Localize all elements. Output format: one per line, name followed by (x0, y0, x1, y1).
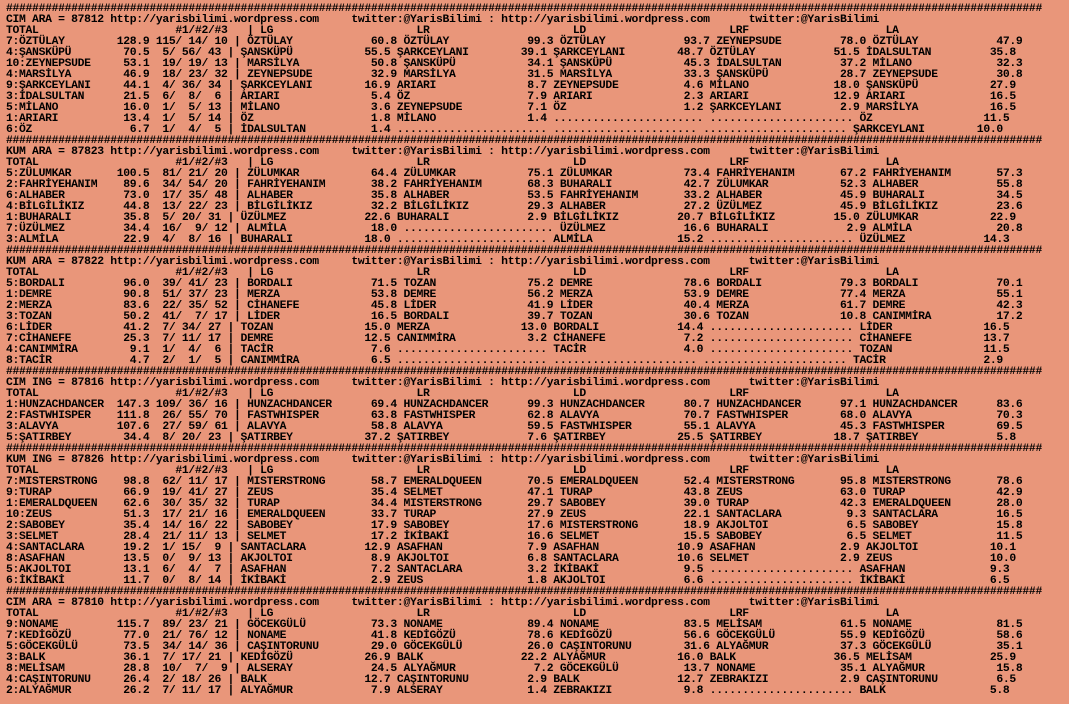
table-row: 6:LİDER 41.2 7/ 34/ 27 | TOZAN 15.0 MERZA 13.0 BORDALI 14.4 ...................... LİDER 16.5 (6, 322, 1010, 334)
table-row: 5:ZÜLUMKAR 100.5 81/ 21/ 20 | ZÜLUMKAR 64.4 ZÜLUMKAR 75.1 ZÜLUMKAR 73.4 FAHRİYEHANIM 67.2 FAHRİYEHANIM 57.3 (6, 168, 1023, 180)
hash-divider: ############################################################################################################################################################### (6, 443, 1042, 455)
table-row: 4:SANTACLARA 19.2 1/ 15/ 9 | SANTACLARA 12.9 ASAFHAN 7.9 ASAFHAN 10.9 ASAFHAN 2.9 AKJOLTOI 10.1 (6, 542, 1016, 554)
table-row: 7:KEDİGÖZÜ 77.0 21/ 76/ 12 | NONAME 41.8 KEDİGÖZÜ 78.6 KEDİGÖZÜ 56.6 GÖCEKGÜLÜ 55.9 KEDİGÖZÜ 58.6 (6, 630, 1023, 642)
table-row: 6:İKİBAKİ 11.7 0/ 8/ 14 | İKİBAKİ 2.9 ZEUS 1.8 AKJOLTOI 6.6 ...................... İKİBAKİ 6.5 (6, 575, 1010, 587)
table-row: 2:FAHRİYEHANIM 89.6 34/ 54/ 20 | FAHRİYEHANIM 38.2 FAHRİYEHANIM 68.3 BUHARALI 42.7 ZÜLUMKAR 52.3 ALHABER 55.8 (6, 179, 1023, 191)
column-header-line: TOTAL #1/#2/#3 | LG LR LD LRF LA (6, 25, 899, 37)
race-header-line: CIM ARA = 87812 http://yarisbilimi.wordpress.com twitter:@YarisBilimi : http://yarisbilimi.wordpress.com twitter:@YarisBilimi (6, 14, 880, 26)
race-block (6, 136, 1063, 246)
table-row: 5:BORDALI 96.0 39/ 41/ 23 | BORDALI 71.5 TOZAN 75.2 DEMRE 78.6 BORDALI 79.3 BORDALI 70.1 (6, 278, 1023, 290)
table-row: 3:İDALSULTAN 21.5 6/ 8/ 6 | ARIARI 5.4 ÖZ 7.9 ARIARI 2.3 ARIARI 12.9 ARIARI 16.5 (6, 91, 1016, 103)
table-row: 4:BİLGİLİKIZ 44.8 13/ 22/ 23 | BİLGİLİKIZ 32.2 BİLGİLİKIZ 29.3 ALHABER 27.2 ÜZÜLMEZ 45.9 BİLGİLİKIZ 23.6 (6, 201, 1023, 213)
table-row: 1:DEMRE 90.8 51/ 37/ 23 | MERZA 53.8 DEMRE 56.2 MERZA 53.9 DEMRE 77.4 MERZA 55.1 (6, 289, 1023, 301)
race-header-line: KUM ING = 87826 http://yarisbilimi.wordpress.com twitter:@YarisBilimi : http://yarisbilimi.wordpress.com twitter:@YarisBilimi (6, 454, 880, 466)
table-row: 9:ŞARKCEYLANI 44.1 4/ 36/ 34 | ŞARKCEYLANI 16.9 ARIARI 8.7 ZEYNEPSUDE 4.6 MİLANO 18.0 ŞANSKÜPÜ 27.9 (6, 80, 1016, 92)
race-header-line: CIM ARA = 87810 http://yarisbilimi.wordpress.com twitter:@YarisBilimi : http://yarisbilimi.wordpress.com twitter:@YarisBilimi (6, 597, 880, 609)
table-row: 6:ÖZ 6.7 1/ 4/ 5 | İDALSULTAN 1.4 ....................... ...................... ...................... ŞARKCEYLANI 10.0 (6, 124, 1003, 136)
table-row: 1:ARIARI 13.4 1/ 5/ 14 | ÖZ 1.8 MİLANO 1.4 ....................... ...................... ÖZ 11.5 (6, 113, 1010, 125)
race-block (6, 587, 1063, 697)
table-row: 2:FASTWHISPER 111.8 26/ 55/ 70 | FASTWHISPER 63.8 FASTWHISPER 62.8 ALAVYA 70.7 FASTWHISPER 68.0 ALAVYA 70.3 (6, 410, 1023, 422)
race-block (6, 4, 1063, 136)
hash-divider: ############################################################################################################################################################### (6, 3, 1042, 15)
table-row: 7:ÜZÜLMEZ 34.4 16/ 9/ 12 | ALMİLA 18.0 ....................... ÜZÜLMEZ 16.6 BUHARALI 2.9 ALMİLA 20.8 (6, 223, 1023, 235)
hash-divider: ############################################################################################################################################################### (6, 245, 1042, 257)
column-header-line: TOTAL #1/#2/#3 | LG LR LD LRF LA (6, 157, 899, 169)
table-row: 8:MELİSAM 28.8 10/ 7/ 9 | ALSERAY 24.5 ALYAĞMUR 7.2 GÖCEKGÜLÜ 13.7 NONAME 35.1 ALYAĞMUR 15.8 (6, 663, 1023, 675)
race-block (6, 367, 1063, 444)
table-row: 8:ASAFHAN 13.5 0/ 9/ 13 | AKJOLTOI 8.9 AKJOLTOI 6.8 SANTACLARA 10.6 SELMET 2.9 ZEUS 10.0 (6, 553, 1016, 565)
table-row: 9:NONAME 115.7 89/ 23/ 21 | GÖCEKGÜLÜ 73.3 NONAME 89.4 NONAME 83.5 MELİSAM 61.5 NONAME 81.5 (6, 619, 1023, 631)
column-header-line: TOTAL #1/#2/#3 | LG LR LD LRF LA (6, 267, 899, 279)
race-header-line: CIM ING = 87816 http://yarisbilimi.wordpress.com twitter:@YarisBilimi : http://yarisbilimi.wordpress.com twitter:@YarisBilimi (6, 377, 880, 389)
table-row: 7:MISTERSTRONG 98.8 62/ 11/ 17 | MISTERSTRONG 58.7 EMERALDQUEEN 70.5 EMERALDQUEEN 52.4 MISTERSTRONG 95.8 MISTERSTRONG 78.6 (6, 476, 1023, 488)
race-header-line: KUM ARA = 87822 http://yarisbilimi.wordpress.com twitter:@YarisBilimi : http://yarisbilimi.wordpress.com twitter:@YarisBilimi (6, 256, 880, 268)
hash-divider: ############################################################################################################################################################### (6, 586, 1042, 598)
hash-divider: ############################################################################################################################################################### (6, 366, 1042, 378)
race-block (6, 444, 1063, 587)
table-row: 4:CANIMMİRA 9.1 1/ 4/ 6 | TACİR 7.6 ....................... TACİR 4.0 ...................... TOZAN 11.5 (6, 344, 1010, 356)
table-row: 5:MİLANO 16.0 1/ 5/ 13 | MİLANO 3.6 ZEYNEPSUDE 7.1 ÖZ 1.2 ŞARKCEYLANI 2.9 MARSİLYA 16.5 (6, 102, 1016, 114)
table-row: 8:TACİR 4.7 2/ 1/ 5 | CANIMMİRA 6.5 ....................... ...................... ...................... TACİR 2.9 (6, 355, 1003, 367)
table-row: 4:CAŞINTORUNU 26.4 2/ 18/ 26 | BALK 12.7 CAŞINTORUNU 2.9 BALK 12.7 ZEBRAKIZI 2.9 CAŞINTORUNU 6.5 (6, 674, 1016, 686)
table-row: 5:AKJOLTOI 13.1 6/ 4/ 7 | ASAFHAN 7.2 SANTACLARA 3.2 İKİBAKİ 9.5 ...................... ASAFHAN 9.3 (6, 564, 1010, 576)
table-row: 1:EMERALDQUEEN 62.6 30/ 35/ 32 | TURAP 34.4 MISTERSTRONG 29.7 SABOBEY 39.0 TURAP 42.3 EMERALDQUEEN 28.0 (6, 498, 1023, 510)
table-row: 3:ALAVYA 107.6 27/ 59/ 61 | ALAVYA 58.8 ALAVYA 59.5 FASTWHISPER 55.1 ALAVYA 45.3 FASTWHISPER 69.5 (6, 421, 1023, 433)
column-header-line: TOTAL #1/#2/#3 | LG LR LD LRF LA (6, 608, 899, 620)
hash-divider: ############################################################################################################################################################### (6, 135, 1042, 147)
column-header-line: TOTAL #1/#2/#3 | LG LR LD LRF LA (6, 465, 899, 477)
table-row: 9:TURAP 66.9 19/ 41/ 27 | ZEUS 35.4 SELMET 47.1 TURAP 43.8 ZEUS 63.0 TURAP 42.9 (6, 487, 1023, 499)
table-row: 10:ZEYNEPSUDE 53.1 19/ 19/ 13 | MARSİLYA 50.8 ŞANSKÜPÜ 34.1 ŞANSKÜPÜ 45.3 İDALSULTAN 37.2 MİLANO 32.3 (6, 58, 1023, 70)
table-row: 4:ŞANSKÜPÜ 70.5 5/ 56/ 43 | ŞANSKÜPÜ 55.5 ŞARKCEYLANI 39.1 ŞARKCEYLANI 48.7 ÖZTÜLAY 51.5 İDALSULTAN 35.8 (6, 47, 1016, 59)
race-header-line: KUM ARA = 87823 http://yarisbilimi.wordpress.com twitter:@YarisBilimi : http://yarisbilimi.wordpress.com twitter:@YarisBilimi (6, 146, 880, 158)
table-row: 3:SELMET 28.4 21/ 11/ 13 | SELMET 17.2 İKİBAKİ 16.6 SELMET 15.5 SABOBEY 6.5 SELMET 11.5 (6, 531, 1023, 543)
table-row: 5:ŞATIRBEY 34.4 8/ 20/ 23 | ŞATIRBEY 37.2 ŞATIRBEY 7.6 ŞATIRBEY 25.5 ŞATIRBEY 18.7 ŞATIRBEY 5.8 (6, 432, 1016, 444)
table-row: 4:MARSİLYA 46.9 18/ 23/ 32 | ZEYNEPSUDE 32.9 MARSİLYA 31.5 MARSİLYA 33.3 ŞANSKÜPÜ 28.7 ZEYNEPSUDE 30.8 (6, 69, 1023, 81)
table-row: 10:ZEUS 51.3 17/ 21/ 16 | EMERALDQUEEN 33.7 TURAP 27.9 ZEUS 22.1 SANTACLARA 9.3 SANTACLARA 16.5 (6, 509, 1023, 521)
table-row: 3:TOZAN 50.2 41/ 7/ 17 | LİDER 16.5 BORDALI 39.7 TOZAN 30.6 TOZAN 10.8 CANIMMİRA 17.2 (6, 311, 1023, 323)
column-header-line: TOTAL #1/#2/#3 | LG LR LD LRF LA (6, 388, 899, 400)
table-row: 1:BUHARALI 35.8 5/ 20/ 31 | ÜZÜLMEZ 22.6 BUHARALI 2.9 BİLGİLİKIZ 20.7 BİLGİLİKIZ 15.0 ZÜLUMKAR 22.9 (6, 212, 1016, 224)
table-row: 2:ALYAĞMUR 26.2 7/ 11/ 17 | ALYAĞMUR 7.9 ALSERAY 1.4 ZEBRAKIZI 9.8 ...................... BALK 5.8 (6, 685, 1010, 697)
race-block (6, 246, 1063, 367)
table-row: 7:CİHANEFE 25.3 7/ 11/ 17 | DEMRE 12.5 CANIMMİRA 3.2 CİHANEFE 7.2 ...................... CİHANEFE 13.7 (6, 333, 1010, 345)
table-row: 5:GÖCEKGÜLÜ 73.5 34/ 14/ 36 | CAŞINTORUNU 29.0 GÖCEKGÜLÜ 26.0 CAŞINTORUNU 31.6 ALYAĞMUR 37.3 GÖCEKGÜLÜ 35.1 (6, 641, 1023, 653)
table-row: 3:BALK 36.1 7/ 17/ 21 | KEDİGÖZÜ 26.9 BALK 22.2 ALYAĞMUR 16.0 BALK 36.5 MELİSAM 25.9 (6, 652, 1016, 664)
table-row: 3:ALMİLA 22.9 4/ 8/ 16 | BUHARALI 18.0 ....................... ALMİLA 15.2 ...................... ÜZÜLMEZ 14.3 (6, 234, 1010, 246)
table-row: 1:HUNZACHDANCER 147.3 109/ 36/ 16 | HUNZACHDANCER 69.4 HUNZACHDANCER 99.3 HUNZACHDANCER 80.7 HUNZACHDANCER 97.1 HUNZACHDANCER 83.6 (6, 399, 1023, 411)
table-row: 2:MERZA 83.6 22/ 35/ 52 | CİHANEFE 45.8 LİDER 41.9 LİDER 40.4 MERZA 61.7 DEMRE 42.3 (6, 300, 1023, 312)
table-row: 2:SABOBEY 35.4 14/ 16/ 22 | SABOBEY 17.9 SABOBEY 17.6 MISTERSTRONG 18.9 AKJOLTOI 6.5 SABOBEY 15.8 (6, 520, 1023, 532)
table-row: 7:ÖZTÜLAY 128.9 115/ 14/ 10 | ÖZTÜLAY 60.8 ÖZTÜLAY 99.3 ÖZTÜLAY 93.7 ZEYNEPSUDE 78.0 ÖZTÜLAY 47.9 (6, 36, 1023, 48)
table-row: 6:ALHABER 73.0 17/ 35/ 48 | ALHABER 35.8 ALHABER 53.5 FAHRİYEHANIM 33.2 ALHABER 45.9 BUHARALI 34.5 (6, 190, 1023, 202)
